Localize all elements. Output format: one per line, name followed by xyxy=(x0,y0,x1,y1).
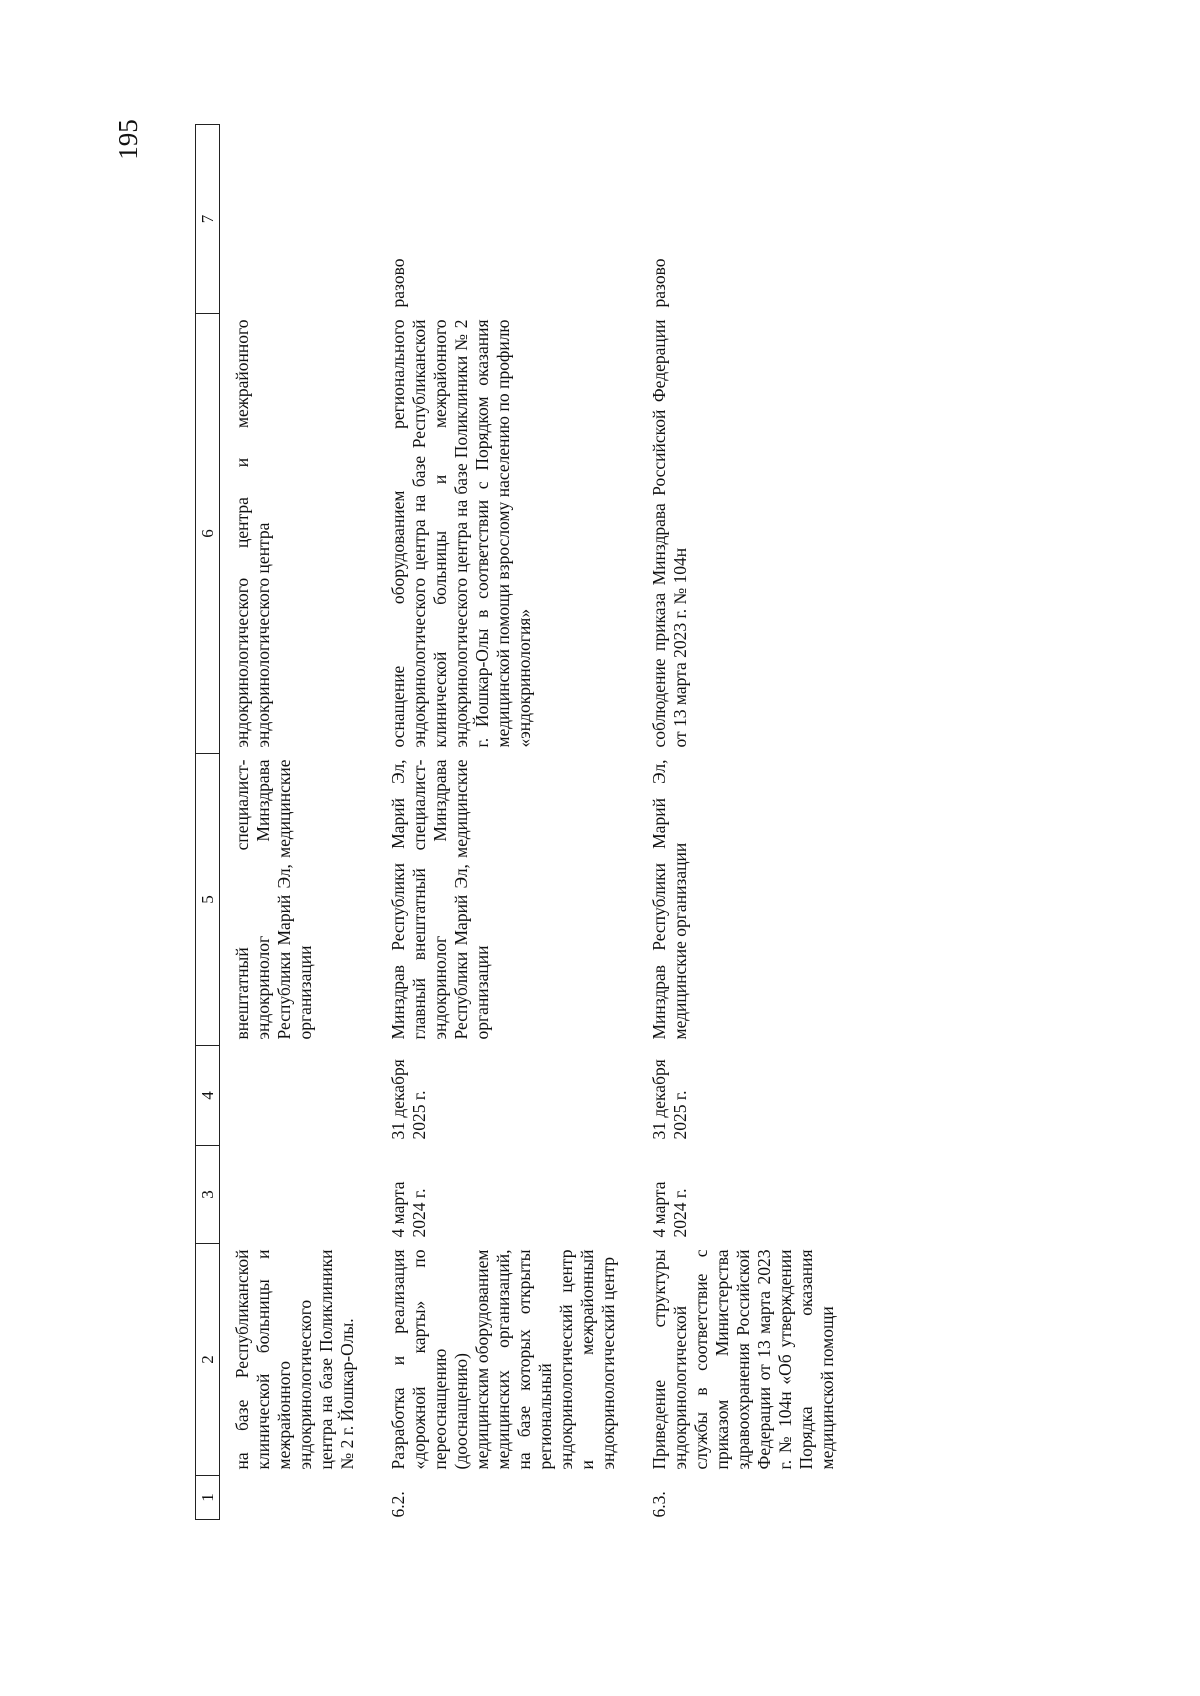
table-row xyxy=(358,125,619,1520)
start-date-cell xyxy=(220,1146,359,1244)
event-cell: Разработка и реализация «дорожной карты» по переоснащению (дооснащению) медицинским оборудованием медицинских организаций, на базе которых открыты региональный эндокринологический центр и межрайонный эндокринологический центр xyxy=(388,1249,618,1470)
responsible-cell: внештатный специалист-эндокринолог Минздрава Республики Марий Эл, медицинские организации xyxy=(232,759,315,1040)
rotated-table-wrapper xyxy=(195,125,935,1520)
end-date-cell: 31 декабря 2025 г. xyxy=(388,1059,429,1140)
table-row xyxy=(220,125,359,1520)
responsible-cell: Минздрав Республики Марий Эл, главный внештатный специалист-эндокринолог Минздрава Республики Марий Эл, медицинские организации xyxy=(388,759,492,1040)
event-cell: Приведение структуры эндокринологической службы в соответствие с приказом Министерства здравоохранения Российской Федерации от 13 марта 2023 г. № 104н «Об утверждении Порядка оказания медицинской помощи xyxy=(649,1249,837,1470)
result-cell: эндокринологического центра и межрайонного эндокринологического центра xyxy=(232,319,273,748)
result-cell: соблюдение приказа Минздрава Российской Федерации от 13 марта 2023 г. № 104н xyxy=(649,319,690,748)
result-cell: оснащение оборудованием регионального эндокринологического центра на базе Республиканской клинической больницы и межрайонного эндокринологического центра на базе Поликлиники № 2 г. Йошкар-Олы в соответствии с Порядком оказания медицинской помощи взрослому населению по профилю «эндокринология» xyxy=(388,319,534,748)
event-cell: на базе Республиканской клинической больницы и межрайонного эндокринологического центра на базе Поликлиники № 2 г. Йошкар-Олы. xyxy=(232,1249,357,1470)
column-header-7: 7 xyxy=(196,125,220,314)
column-header-1: 1 xyxy=(196,1476,220,1520)
end-date-cell xyxy=(220,1046,359,1146)
column-header-2: 2 xyxy=(196,1244,220,1476)
start-date-cell: 4 марта 2024 г. xyxy=(649,1181,690,1238)
column-header-5: 5 xyxy=(196,754,220,1046)
row-number xyxy=(220,1476,359,1520)
table-row xyxy=(619,125,838,1520)
table-header-row xyxy=(196,125,220,1520)
frequency-cell xyxy=(220,125,359,314)
start-date-cell: 4 марта 2024 г. xyxy=(388,1181,429,1238)
end-date-cell: 31 декабря 2025 г. xyxy=(649,1059,690,1140)
row-number: 6.3. xyxy=(649,1491,669,1518)
column-header-6: 6 xyxy=(196,314,220,754)
frequency-cell: разово xyxy=(649,258,669,308)
frequency-cell: разово xyxy=(388,258,408,308)
events-table xyxy=(195,124,838,1520)
row-number: 6.2. xyxy=(388,1491,408,1518)
column-header-4: 4 xyxy=(196,1046,220,1146)
responsible-cell: Минздрав Республики Марий Эл, медицинские организации xyxy=(649,759,690,1040)
page-number: 195 xyxy=(112,119,143,160)
column-header-3: 3 xyxy=(196,1146,220,1244)
